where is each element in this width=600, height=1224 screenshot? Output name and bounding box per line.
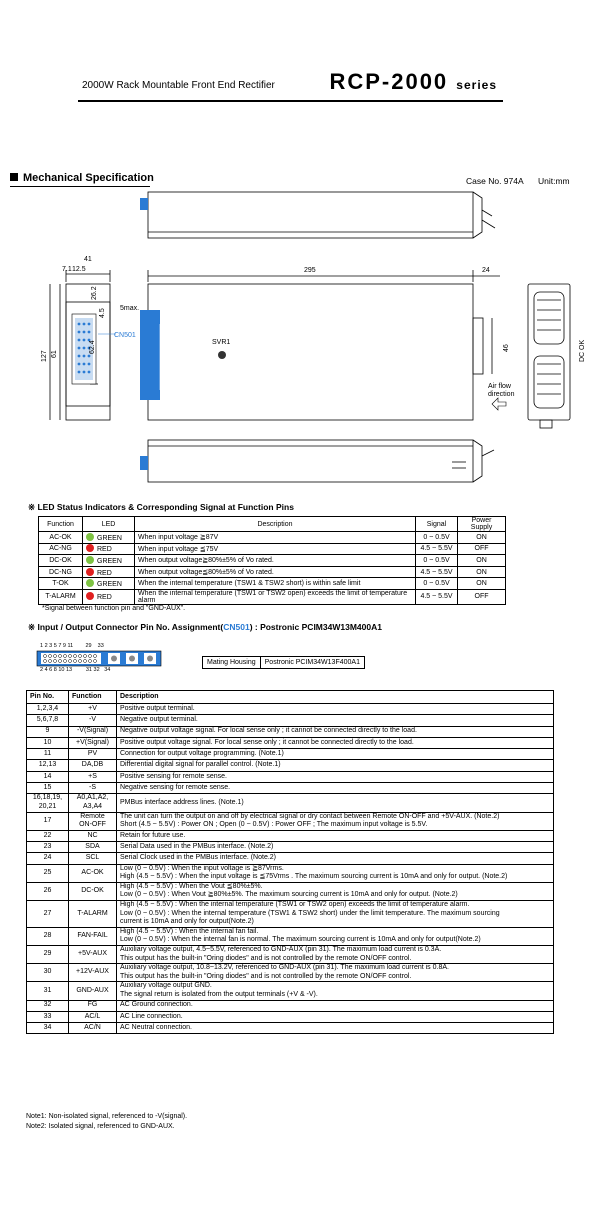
led-row bbox=[39, 578, 506, 590]
dc-ok-label: DC OK bbox=[579, 339, 586, 362]
led-color-label: GREEN bbox=[97, 557, 122, 565]
led-signal: 0 ~ 0.5V bbox=[416, 532, 458, 544]
pin-function: A0,A1,A2, A3,A4 bbox=[69, 794, 117, 812]
airflow-label: Air flow direction bbox=[488, 383, 515, 398]
pin-description: Auxiliary voltage output, 10.8~13.2V, referenced to GND-AUX (pin 31). The maximum load current is 0.8A. This output has the built-in "Oring diodes" and is not controlled by the remote ON/OFF control. bbox=[117, 964, 554, 982]
note-1: Note1: Non-isolated signal, referenced to -V(signal). bbox=[26, 1113, 188, 1120]
pin-heading-cn501: CN501 bbox=[223, 622, 250, 632]
mating-value: Postronic PCIM34W13F400A1 bbox=[260, 657, 364, 669]
pin-row bbox=[27, 945, 554, 963]
pin-number: 12,13 bbox=[27, 760, 69, 771]
led-function: AC-NG bbox=[39, 543, 83, 555]
led-power-supply: OFF bbox=[458, 543, 506, 555]
page-header bbox=[78, 66, 503, 102]
pin-description: AC Line connection. bbox=[117, 1011, 554, 1022]
led-signal: 4.5 ~ 5.5V bbox=[416, 543, 458, 555]
led-description: When input voltage ≧87V bbox=[135, 532, 416, 544]
pin-number: 1,2,3,4 bbox=[27, 704, 69, 715]
pin-function: AC-OK bbox=[69, 864, 117, 882]
pin-row bbox=[27, 1000, 554, 1011]
led-dot-icon bbox=[86, 568, 94, 576]
led-description: When output voltage≧80%±5% of Vo rated. bbox=[135, 555, 416, 567]
pin-description: High (4.5 ~ 5.5V) : When the internal temperature (TSW1 or TSW2 open) exceeds the limit of temperature alarm. Low (0 ~ 0.5V) : When the internal temperature (TSW1 & TSW2 short) under the limit temperature. The maximum sourcing current is 10mA and only for output(Note.2) bbox=[117, 901, 554, 928]
case-number: Case No. 974A bbox=[466, 176, 524, 186]
led-cell bbox=[83, 566, 135, 578]
pin-number: 11 bbox=[27, 749, 69, 760]
led-col-function: Function bbox=[39, 517, 83, 532]
pin-description: The unit can turn the output on and off by electrical signal or dry contact between Remote ON-OFF and +5V-AUX. (Note.2) Short (4.5 ~ 5.5V) : Power ON ; Open (0 ~ 0.5V) : Power OFF ; The maximum input voltage is 5.5V. bbox=[117, 812, 554, 830]
led-function: DC-OK bbox=[39, 555, 83, 567]
pin-description: Negative output voltage signal. For local sense only ; it cannot be connected directly to the load. bbox=[117, 726, 554, 737]
pin-row bbox=[27, 794, 554, 812]
pin-description: High (4.5 ~ 5.5V) : When the internal fan fail. Low (0 ~ 0.5V) : When the internal fan is normal. The maximum sourcing current is 10mA and only for output(Note.2) bbox=[117, 927, 554, 945]
led-power-supply: ON bbox=[458, 555, 506, 567]
cn501-label: CN501 bbox=[114, 332, 136, 339]
dim-26-2: 26.2 bbox=[91, 286, 98, 300]
pin-number: 27 bbox=[27, 901, 69, 928]
pin-number: 15 bbox=[27, 783, 69, 794]
connector-diagram bbox=[36, 643, 162, 673]
dim-61: 61 bbox=[51, 350, 58, 358]
pin-row bbox=[27, 864, 554, 882]
pin-function: FAN-FAIL bbox=[69, 927, 117, 945]
pin-row bbox=[27, 1023, 554, 1034]
led-description: When the internal temperature (TSW1 & TSW2 short) is within safe limit bbox=[135, 578, 416, 590]
connector-bottom-numbers: 2 4 6 8 10 13 31 32 34 bbox=[40, 667, 111, 673]
pin-number: 26 bbox=[27, 882, 69, 900]
pin-col-function: Function bbox=[69, 691, 117, 704]
pin-row bbox=[27, 982, 554, 1000]
led-description: When the internal temperature (TSW1 or TSW2 open) exceeds the limit of temperature alarm bbox=[135, 589, 416, 604]
dim-295: 295 bbox=[304, 267, 316, 274]
pin-function: +5V-AUX bbox=[69, 945, 117, 963]
led-col-signal: Signal bbox=[416, 517, 458, 532]
side-view bbox=[148, 270, 500, 420]
pin-number: 17 bbox=[27, 812, 69, 830]
pin-row bbox=[27, 830, 554, 841]
pin-row bbox=[27, 927, 554, 945]
led-power-supply: ON bbox=[458, 566, 506, 578]
led-row bbox=[39, 566, 506, 578]
dim-5max: 5max. bbox=[120, 305, 140, 312]
led-function: T-OK bbox=[39, 578, 83, 590]
pin-number: 34 bbox=[27, 1023, 69, 1034]
top-view bbox=[148, 192, 495, 238]
led-function: T-ALARM bbox=[39, 589, 83, 604]
led-col-description: Description bbox=[135, 517, 416, 532]
pin-table bbox=[26, 690, 554, 1034]
series-label: series bbox=[456, 78, 497, 92]
airflow-arrow-icon bbox=[492, 398, 506, 410]
pin-description: Retain for future use. bbox=[117, 830, 554, 841]
led-cell bbox=[83, 589, 135, 604]
led-power-supply: ON bbox=[458, 578, 506, 590]
led-dot-icon bbox=[86, 533, 94, 541]
pin-function: DA,DB bbox=[69, 760, 117, 771]
dim-127: 127 bbox=[41, 350, 48, 362]
bottom-view bbox=[148, 440, 494, 482]
led-signal: 0 ~ 0.5V bbox=[416, 555, 458, 567]
led-cell bbox=[83, 578, 135, 590]
pin-number: 22 bbox=[27, 830, 69, 841]
square-bullet-icon bbox=[10, 173, 18, 181]
pin-row bbox=[27, 1011, 554, 1022]
mating-label: Mating Housing bbox=[203, 657, 261, 669]
pin-row bbox=[27, 726, 554, 737]
pin-description: High (4.5 ~ 5.5V) : When the Vout ≦80%±5%. Low (0 ~ 0.5V) : When Vout ≧80%±5%. The maximum sourcing current is 10mA and only for output. (Note.2) bbox=[117, 882, 554, 900]
pin-function: -V bbox=[69, 715, 117, 726]
pin-number: 14 bbox=[27, 771, 69, 782]
mechanical-spec-heading bbox=[10, 172, 154, 184]
heading-underline bbox=[10, 186, 150, 187]
pin-description: Serial Data used in the PMBus interface. (Note.2) bbox=[117, 842, 554, 853]
pin-function: DC-OK bbox=[69, 882, 117, 900]
pin-row bbox=[27, 749, 554, 760]
svr1-knob-icon bbox=[218, 351, 226, 359]
pin-function: SDA bbox=[69, 842, 117, 853]
led-signal: 4.5 ~ 5.5V bbox=[416, 566, 458, 578]
pin-description: Positive sensing for remote sense. bbox=[117, 771, 554, 782]
pin-number: 32 bbox=[27, 1000, 69, 1011]
pin-number: 29 bbox=[27, 945, 69, 963]
pin-row bbox=[27, 901, 554, 928]
led-description: When input voltage ≦75V bbox=[135, 543, 416, 555]
led-dot-icon bbox=[86, 556, 94, 564]
pin-function: T-ALARM bbox=[69, 901, 117, 928]
pin-function: PV bbox=[69, 749, 117, 760]
led-table bbox=[38, 516, 506, 605]
pin-function: +V(Signal) bbox=[69, 737, 117, 748]
dim-12-5: 12.5 bbox=[72, 266, 86, 273]
pin-function: +V bbox=[69, 704, 117, 715]
led-dot-icon bbox=[86, 592, 94, 600]
pin-row bbox=[27, 737, 554, 748]
led-dot-icon bbox=[86, 579, 94, 587]
led-function: AC-OK bbox=[39, 532, 83, 544]
pin-col-description: Description bbox=[117, 691, 554, 704]
led-row bbox=[39, 555, 506, 567]
pin-function: SCL bbox=[69, 853, 117, 864]
pin-function: GND-AUX bbox=[69, 982, 117, 1000]
model-name: RCP-2000 bbox=[329, 69, 449, 94]
led-color-label: GREEN bbox=[97, 581, 122, 589]
pin-description: Serial Clock used in the PMBus interface. (Note.2) bbox=[117, 853, 554, 864]
pin-function: -S bbox=[69, 783, 117, 794]
led-function: DC-NG bbox=[39, 566, 83, 578]
pin-description: Differential digital signal for parallel control. (Note.1) bbox=[117, 760, 554, 771]
dim-46: 46 bbox=[503, 344, 510, 352]
led-footnote: *Signal between function pin and "GND-AUX". bbox=[42, 605, 186, 612]
led-row bbox=[39, 589, 506, 604]
led-color-label: RED bbox=[97, 594, 112, 602]
pin-row bbox=[27, 882, 554, 900]
pin-row bbox=[27, 842, 554, 853]
dim-4-5: 4.5 bbox=[99, 308, 106, 318]
led-row bbox=[39, 532, 506, 544]
led-power-supply: ON bbox=[458, 532, 506, 544]
led-col-led: LED bbox=[83, 517, 135, 532]
led-cell bbox=[83, 555, 135, 567]
pin-table-header bbox=[27, 691, 554, 704]
pin-description: Negative sensing for remote sense. bbox=[117, 783, 554, 794]
led-dot-icon bbox=[86, 544, 94, 552]
pin-description: Positive output terminal. bbox=[117, 704, 554, 715]
pin-row bbox=[27, 853, 554, 864]
led-signal: 4.5 ~ 5.5V bbox=[416, 589, 458, 604]
pin-number: 24 bbox=[27, 853, 69, 864]
dim-24: 24 bbox=[482, 267, 490, 274]
pin-description: AC Neutral connection. bbox=[117, 1023, 554, 1034]
led-color-label: RED bbox=[97, 546, 112, 554]
pin-row bbox=[27, 715, 554, 726]
pin-function: FG bbox=[69, 1000, 117, 1011]
pin-row bbox=[27, 964, 554, 982]
note-2: Note2: Isolated signal, referenced to GND-AUX. bbox=[26, 1123, 175, 1130]
pin-heading-part: ) : Postronic PCIM34W13M400A1 bbox=[249, 622, 382, 632]
rear-view bbox=[528, 284, 570, 428]
top-view-body bbox=[148, 192, 473, 238]
pin-function: NC bbox=[69, 830, 117, 841]
mechanical-drawing bbox=[0, 188, 600, 488]
pin-col-no: Pin No. bbox=[27, 691, 69, 704]
header-subtitle: 2000W Rack Mountable Front End Rectifier bbox=[82, 80, 275, 91]
connector-top-numbers: 1 2 3 5 7 9 11 29 33 bbox=[40, 643, 104, 649]
notes bbox=[26, 1112, 187, 1132]
unit-label: Unit:mm bbox=[538, 176, 570, 186]
pin-description: PMBus interface address lines. (Note.1) bbox=[117, 794, 554, 812]
pin-description: Auxiliary voltage output, 4.5~5.5V, referenced to GND-AUX (pin 31). The maximum load current is 0.3A. This output has the built-in "Oring diodes" and is not controlled by the remote ON/OFF control. bbox=[117, 945, 554, 963]
pin-number: 16,18,19, 20,21 bbox=[27, 794, 69, 812]
pin-description: Low (0 ~ 0.5V) : When the input voltage is ≧87Vrms. High (4.5 ~ 5.5V) : When the input voltage is ≦75Vrms . The maximum sourcing current is 10mA and only for output. (Note.2) bbox=[117, 864, 554, 882]
pin-function: Remote ON-OFF bbox=[69, 812, 117, 830]
pin-number: 23 bbox=[27, 842, 69, 853]
pin-function: AC/N bbox=[69, 1023, 117, 1034]
pin-number: 10 bbox=[27, 737, 69, 748]
led-heading: ※ LED Status Indicators & Corresponding Signal at Function Pins bbox=[28, 502, 294, 512]
pin-description: Positive output voltage signal. For local sense only ; it cannot be connected directly to the load. bbox=[117, 737, 554, 748]
bottom-view-connector bbox=[140, 456, 148, 470]
pin-row bbox=[27, 704, 554, 715]
dim-62-4: 62.4 bbox=[89, 340, 96, 354]
pin-row bbox=[27, 812, 554, 830]
pin-function: -V(Signal) bbox=[69, 726, 117, 737]
pin-function: +12V-AUX bbox=[69, 964, 117, 982]
led-power-supply: OFF bbox=[458, 589, 506, 604]
mating-housing-table bbox=[202, 656, 365, 669]
pin-number: 31 bbox=[27, 982, 69, 1000]
led-cell bbox=[83, 543, 135, 555]
led-signal: 0 ~ 0.5V bbox=[416, 578, 458, 590]
header-model bbox=[329, 69, 497, 95]
pin-number: 25 bbox=[27, 864, 69, 882]
top-view-connector bbox=[140, 198, 148, 210]
led-color-label: RED bbox=[97, 569, 112, 577]
side-connector bbox=[140, 310, 160, 400]
pin-number: 33 bbox=[27, 1011, 69, 1022]
dim-41: 41 bbox=[84, 256, 92, 263]
pin-heading-text: ※ Input / Output Connector Pin No. Assignment( bbox=[28, 622, 224, 632]
led-row bbox=[39, 543, 506, 555]
pin-description: Negative output terminal. bbox=[117, 715, 554, 726]
pin-description: Auxiliary voltage output GND. The signal return is isolated from the output terminals (+V & -V). bbox=[117, 982, 554, 1000]
pin-number: 5,6,7,8 bbox=[27, 715, 69, 726]
pin-function: AC/L bbox=[69, 1011, 117, 1022]
mech-title: Mechanical Specification bbox=[23, 172, 154, 184]
side-view-body bbox=[148, 284, 473, 420]
pin-number: 30 bbox=[27, 964, 69, 982]
led-cell bbox=[83, 532, 135, 544]
pin-number: 9 bbox=[27, 726, 69, 737]
pin-heading bbox=[28, 622, 382, 633]
pin-function: +S bbox=[69, 771, 117, 782]
connector-icon bbox=[36, 650, 162, 667]
led-color-label: GREEN bbox=[97, 534, 122, 542]
led-col-power: Power Supply bbox=[458, 517, 506, 532]
led-table-header bbox=[39, 517, 506, 532]
pin-description: Connection for output voltage programming. (Note.1) bbox=[117, 749, 554, 760]
pin-description: AC Ground connection. bbox=[117, 1000, 554, 1011]
pin-row bbox=[27, 783, 554, 794]
pin-number: 28 bbox=[27, 927, 69, 945]
svr1-label: SVR1 bbox=[212, 339, 231, 346]
pin-row bbox=[27, 771, 554, 782]
dim-7-1: 7.1 bbox=[62, 266, 72, 273]
pin-row bbox=[27, 760, 554, 771]
led-description: When output voltage≦80%±5% of Vo rated. bbox=[135, 566, 416, 578]
